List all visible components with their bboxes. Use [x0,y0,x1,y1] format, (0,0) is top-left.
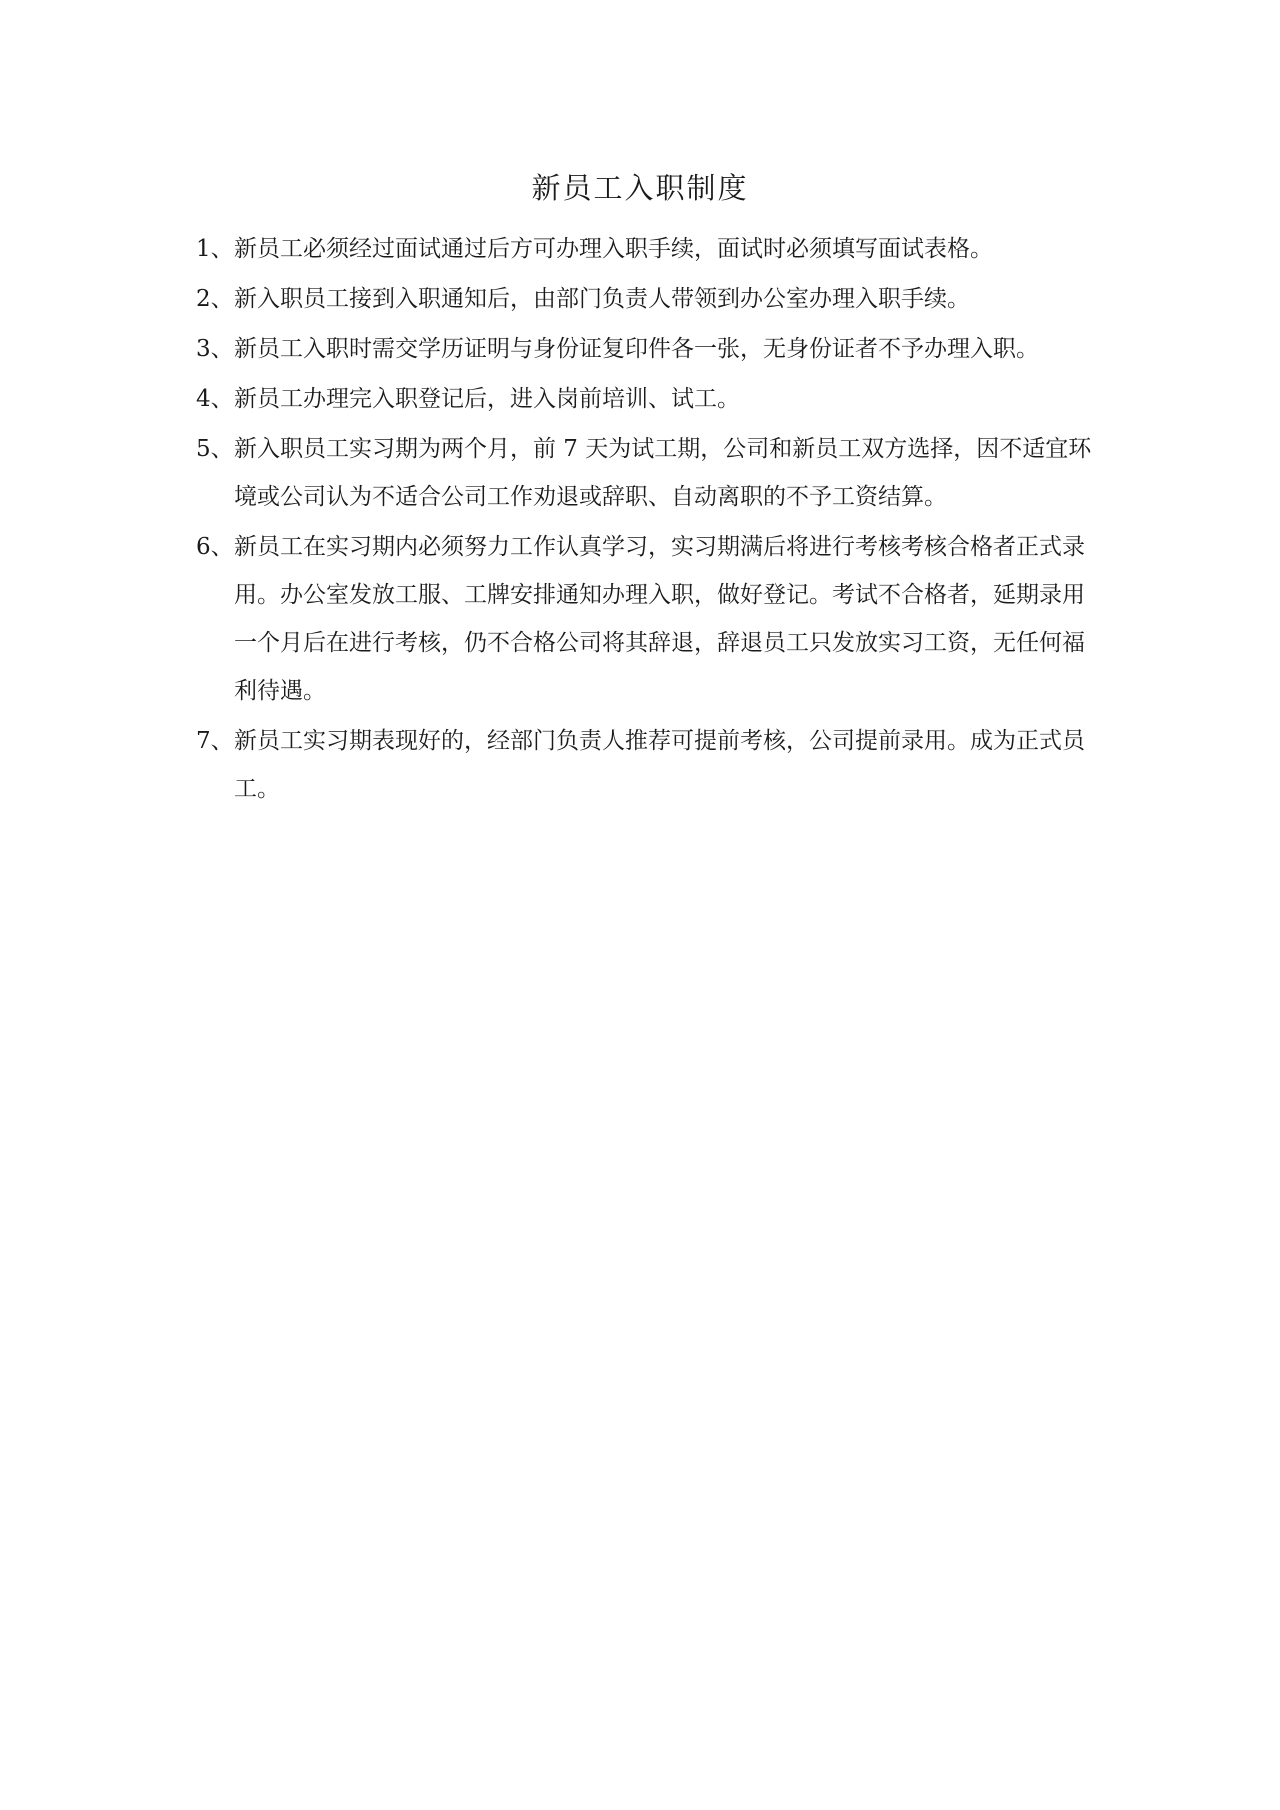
rule-item-2 [196,275,1096,323]
rule-number: 4、 [196,386,234,412]
rule-item-5 [196,425,1096,521]
rule-number: 1、 [196,236,234,262]
rules-list [196,225,1096,815]
rule-number: 5、 [196,436,234,462]
rule-item-1 [196,225,1096,273]
rule-text: 新入职员工接到入职通知后，由部门负责人带领到办公室办理入职手续。 [234,286,970,312]
rule-text: 新员工在实习期内必须努力工作认真学习，实习期满后将进行考核考核合格者正式录用。办公室发放工服、工牌安排通知办理入职，做好登记。考试不合格者，延期录用一个月后在进行考核，仍不合格公司将其辞退，辞退员工只发放实习工资，无任何福利待遇。 [234,534,1085,704]
rule-number: 2、 [196,286,234,312]
rule-item-7 [196,717,1096,813]
rule-text: 新员工必须经过面试通过后方可办理入职手续，面试时必须填写面试表格。 [234,236,993,262]
rule-number: 6、 [196,534,234,560]
rule-item-4 [196,375,1096,423]
rule-text: 新员工办理完入职登记后，进入岗前培训、试工。 [234,386,740,412]
rule-item-6 [196,523,1096,715]
rule-text: 新入职员工实习期为两个月，前 7 天为试工期，公司和新员工双方选择，因不适宜环境或公司认为不适合公司工作劝退或辞职、自动离职的不予工资结算。 [234,436,1092,510]
rule-text: 新员工入职时需交学历证明与身份证复印件各一张，无身份证者不予办理入职。 [234,336,1039,362]
document-title: 新员工入职制度 [531,171,749,205]
rule-number: 3、 [196,336,234,362]
rule-text: 新员工实习期表现好的，经部门负责人推荐可提前考核，公司提前录用。成为正式员工。 [234,728,1085,802]
rule-item-3 [196,325,1096,373]
rule-number: 7、 [196,728,234,754]
